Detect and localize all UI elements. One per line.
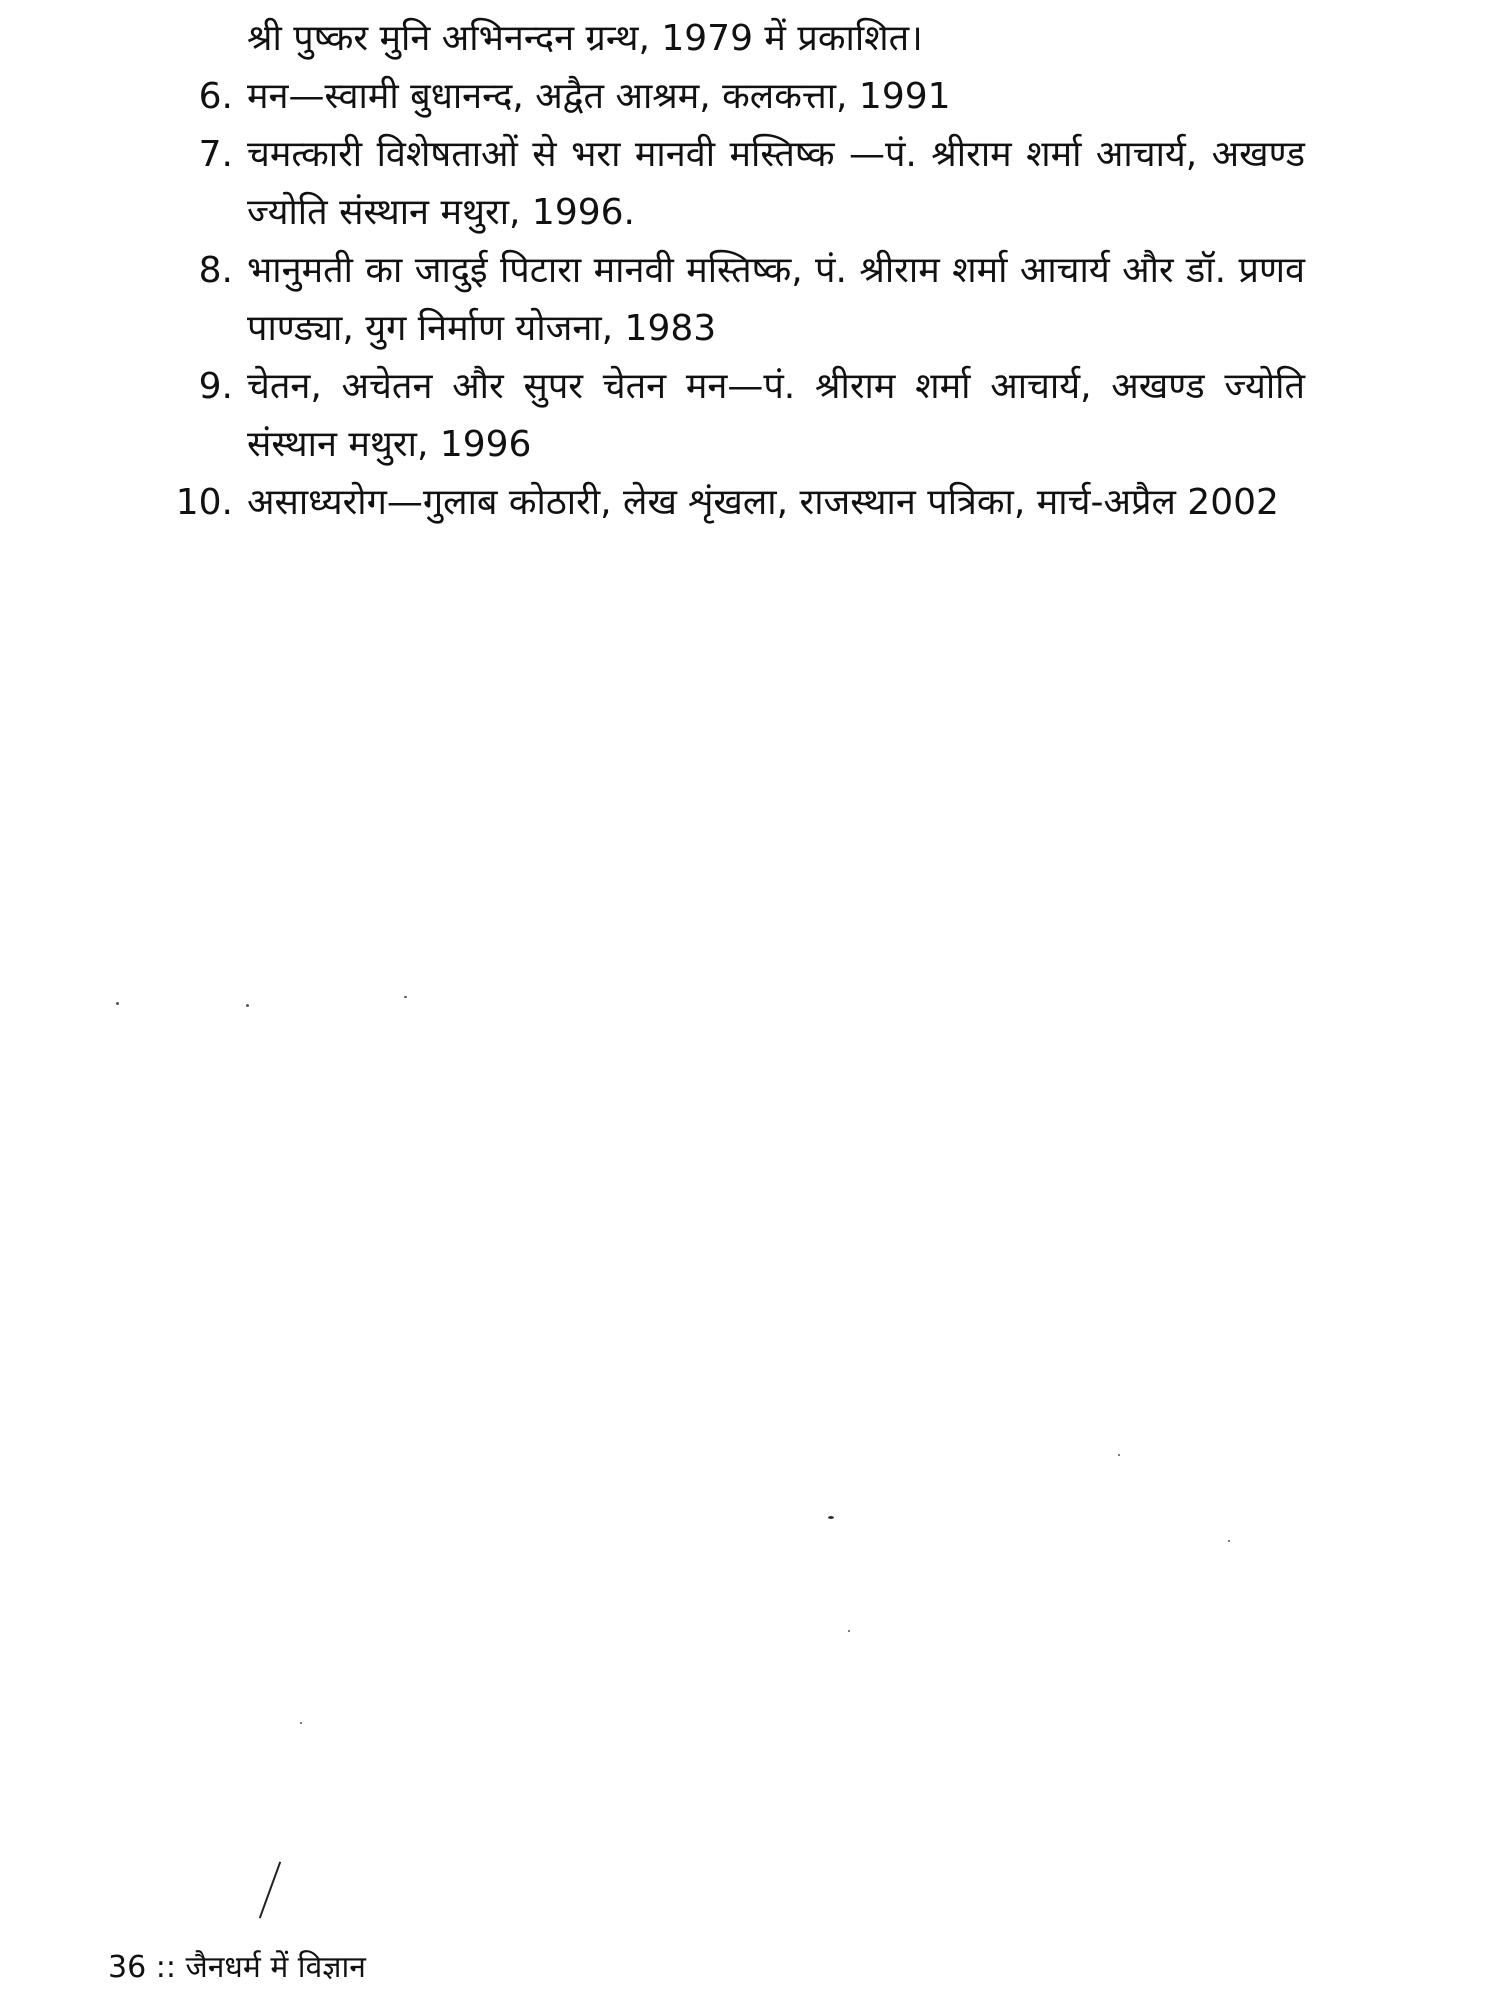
reference-text: चमत्कारी विशेषताओं से भरा मानवी मस्तिष्क —पं. श्रीराम शर्मा आचार्य, अखण्ड ज्योति संस्थान मथुरा, 1996.: [247, 134, 1305, 233]
book-title: जैनधर्म में विज्ञान: [185, 1950, 366, 1985]
scan-speck: [116, 1002, 119, 1005]
footer-separator: ::: [155, 1950, 176, 1985]
reference-number: 8.: [198, 250, 233, 291]
reference-item-8: [165, 242, 1305, 358]
reference-item-9: [165, 358, 1305, 474]
reference-item-7: [165, 126, 1305, 242]
reference-number: 6.: [198, 76, 233, 117]
scan-speck: [848, 1630, 850, 1632]
scan-speck: [246, 1004, 249, 1007]
reference-text: असाध्यरोग—गुलाब कोठारी, लेख शृंखला, राजस्थान पत्रिका, मार्च-अप्रैल 2002: [247, 482, 1279, 523]
scan-speck: [1228, 1540, 1230, 1542]
scan-speck: [828, 1516, 834, 1519]
reference-text: चेतन, अचेतन और सुपर चेतन मन—पं. श्रीराम शर्मा आचार्य, अखण्ड ज्योति संस्थान मथुरा, 1996: [247, 366, 1305, 465]
reference-list: [165, 10, 1305, 532]
reference-number: 10.: [175, 482, 233, 523]
reference-continuation-line: श्री पुष्कर मुनि अभिनन्दन ग्रन्थ, 1979 में प्रकाशित।: [247, 18, 923, 59]
reference-item-6: [165, 68, 1305, 126]
scan-speck: [1118, 1454, 1120, 1456]
reference-text: भानुमती का जादुई पिटारा मानवी मस्तिष्क, पं. श्रीराम शर्मा आचार्य और डॉ. प्रणव पाण्ड्या, युग निर्माण योजना, 1983: [247, 250, 1305, 349]
reference-item-10: [165, 474, 1305, 532]
scan-speck: [404, 996, 407, 998]
scan-speck: [300, 1722, 302, 1724]
pen-mark: [259, 1861, 281, 1918]
reference-number: 9.: [198, 366, 233, 407]
reference-text: मन—स्वामी बुधानन्द, अद्वैत आश्रम, कलकत्ता, 1991: [247, 76, 951, 117]
reference-number: 7.: [198, 134, 233, 175]
page-number: 36: [108, 1950, 147, 1985]
page-footer: [108, 1948, 366, 1988]
